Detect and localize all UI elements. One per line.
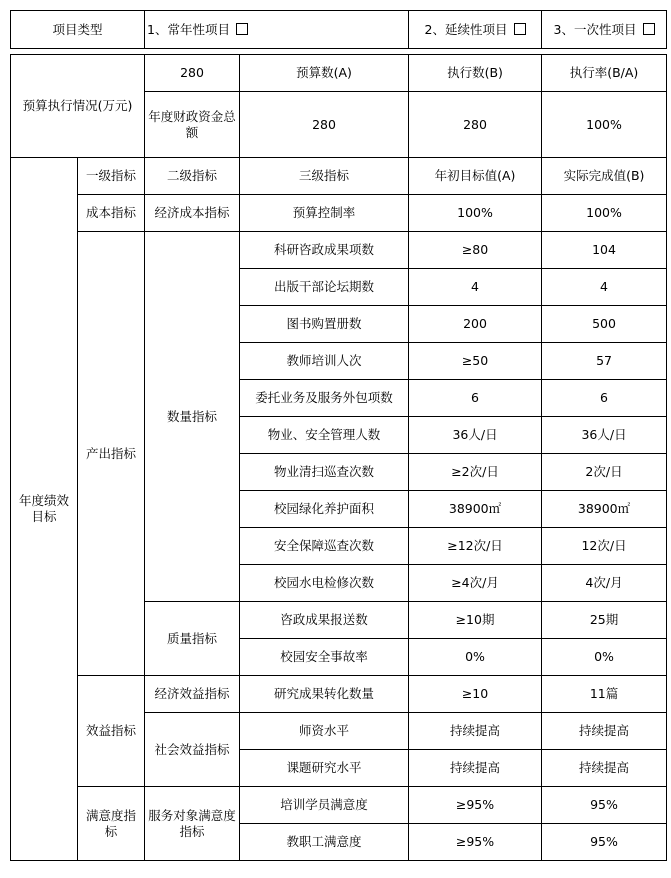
indicator-cell: 物业清扫巡查次数 <box>240 454 409 491</box>
level2-social-benefit: 社会效益指标 <box>145 713 240 787</box>
goals-header-row <box>11 158 667 195</box>
option-onetime <box>542 11 667 49</box>
indicator-cell: 委托业务及服务外包项数 <box>240 380 409 417</box>
budget-executed: 280 <box>409 92 542 158</box>
indicator-cell: 安全保障巡查次数 <box>240 528 409 565</box>
target-cell: ≥80 <box>409 232 542 269</box>
actual-cell: 持续提高 <box>542 750 667 787</box>
indicator-cell: 课题研究水平 <box>240 750 409 787</box>
target-cell: 200 <box>409 306 542 343</box>
budget-header-rate: 执行率(B/A) <box>542 55 667 92</box>
goals-label: 年度绩效目标 <box>11 158 78 861</box>
indicator-cell: 培训学员满意度 <box>240 787 409 824</box>
indicator-cell: 教职工满意度 <box>240 824 409 861</box>
target-cell: 6 <box>409 380 542 417</box>
target-cell: ≥95% <box>409 787 542 824</box>
table-row <box>11 787 667 824</box>
actual-cell: 持续提高 <box>542 713 667 750</box>
header-level1: 一级指标 <box>78 158 145 195</box>
budget-header-executed: 执行数(B) <box>409 55 542 92</box>
target-cell: ≥95% <box>409 824 542 861</box>
target-cell: ≥50 <box>409 343 542 380</box>
level2-quantity: 数量指标 <box>145 232 240 602</box>
option-continuing <box>409 11 542 49</box>
indicator-cell: 预算控制率 <box>240 195 409 232</box>
indicator-cell: 师资水平 <box>240 713 409 750</box>
actual-cell: 38900㎡ <box>542 491 667 528</box>
option-onetime-label: 3、一次性项目 <box>553 21 637 37</box>
header-actual: 实际完成值(B) <box>542 158 667 195</box>
actual-cell: 11篇 <box>542 676 667 713</box>
indicator-cell: 物业、安全管理人数 <box>240 417 409 454</box>
actual-cell: 12次/日 <box>542 528 667 565</box>
actual-cell: 0% <box>542 639 667 676</box>
level2-service-satisfaction: 服务对象满意度指标 <box>145 787 240 861</box>
actual-cell: 36人/日 <box>542 417 667 454</box>
option-recurring-label: 1、常年性项目 <box>147 21 230 37</box>
table-row <box>11 676 667 713</box>
target-cell: ≥10 <box>409 676 542 713</box>
indicator-cell: 图书购置册数 <box>240 306 409 343</box>
performance-table <box>10 10 667 861</box>
level2-economic-cost: 经济成本指标 <box>145 195 240 232</box>
budget-planned: 280 <box>240 92 409 158</box>
target-cell: 持续提高 <box>409 750 542 787</box>
indicator-cell: 出版干部论坛期数 <box>240 269 409 306</box>
project-type-label: 项目类型 <box>11 11 145 49</box>
target-cell: ≥10期 <box>409 602 542 639</box>
project-type-row <box>11 11 667 49</box>
option-recurring <box>145 11 409 49</box>
indicator-cell: 教师培训人次 <box>240 343 409 380</box>
indicator-cell: 研究成果转化数量 <box>240 676 409 713</box>
target-cell: ≥12次/日 <box>409 528 542 565</box>
checkbox-onetime[interactable] <box>643 23 655 35</box>
budget-row-label: 年度财政资金总额 <box>145 92 240 158</box>
indicator-cell: 科研咨政成果项数 <box>240 232 409 269</box>
target-cell: 0% <box>409 639 542 676</box>
target-cell: 36人/日 <box>409 417 542 454</box>
checkbox-recurring[interactable] <box>236 23 248 35</box>
option-continuing-label: 2、延续性项目 <box>424 21 508 37</box>
budget-header-row <box>11 55 667 92</box>
target-cell: 持续提高 <box>409 713 542 750</box>
header-level2: 二级指标 <box>145 158 240 195</box>
target-cell: ≥4次/月 <box>409 565 542 602</box>
header-level3: 三级指标 <box>240 158 409 195</box>
budget-rate: 100% <box>542 92 667 158</box>
budget-label: 预算执行情况(万元) <box>11 55 145 158</box>
table-row <box>11 232 667 269</box>
level1-satisfaction: 满意度指标 <box>78 787 145 861</box>
actual-cell: 104 <box>542 232 667 269</box>
budget-header-planned: 预算数(A) <box>240 55 409 92</box>
indicator-cell: 校园水电检修次数 <box>240 565 409 602</box>
actual-cell: 25期 <box>542 602 667 639</box>
header-target: 年初目标值(A) <box>409 158 542 195</box>
target-cell: 38900㎡ <box>409 491 542 528</box>
indicator-cell: 校园绿化养护面积 <box>240 491 409 528</box>
actual-cell: 95% <box>542 824 667 861</box>
actual-cell: 4次/月 <box>542 565 667 602</box>
target-cell: 100% <box>409 195 542 232</box>
level1-benefit: 效益指标 <box>78 676 145 787</box>
indicator-cell: 校园安全事故率 <box>240 639 409 676</box>
level1-cost: 成本指标 <box>78 195 145 232</box>
actual-cell: 2次/日 <box>542 454 667 491</box>
level1-output: 产出指标 <box>78 232 145 676</box>
budget-total: 280 <box>145 55 240 92</box>
indicator-cell: 咨政成果报送数 <box>240 602 409 639</box>
actual-cell: 500 <box>542 306 667 343</box>
target-cell: ≥2次/日 <box>409 454 542 491</box>
actual-cell: 4 <box>542 269 667 306</box>
level2-economic-benefit: 经济效益指标 <box>145 676 240 713</box>
actual-cell: 95% <box>542 787 667 824</box>
actual-cell: 6 <box>542 380 667 417</box>
actual-cell: 100% <box>542 195 667 232</box>
checkbox-continuing[interactable] <box>514 23 526 35</box>
actual-cell: 57 <box>542 343 667 380</box>
table-row <box>11 195 667 232</box>
target-cell: 4 <box>409 269 542 306</box>
level2-quality: 质量指标 <box>145 602 240 676</box>
